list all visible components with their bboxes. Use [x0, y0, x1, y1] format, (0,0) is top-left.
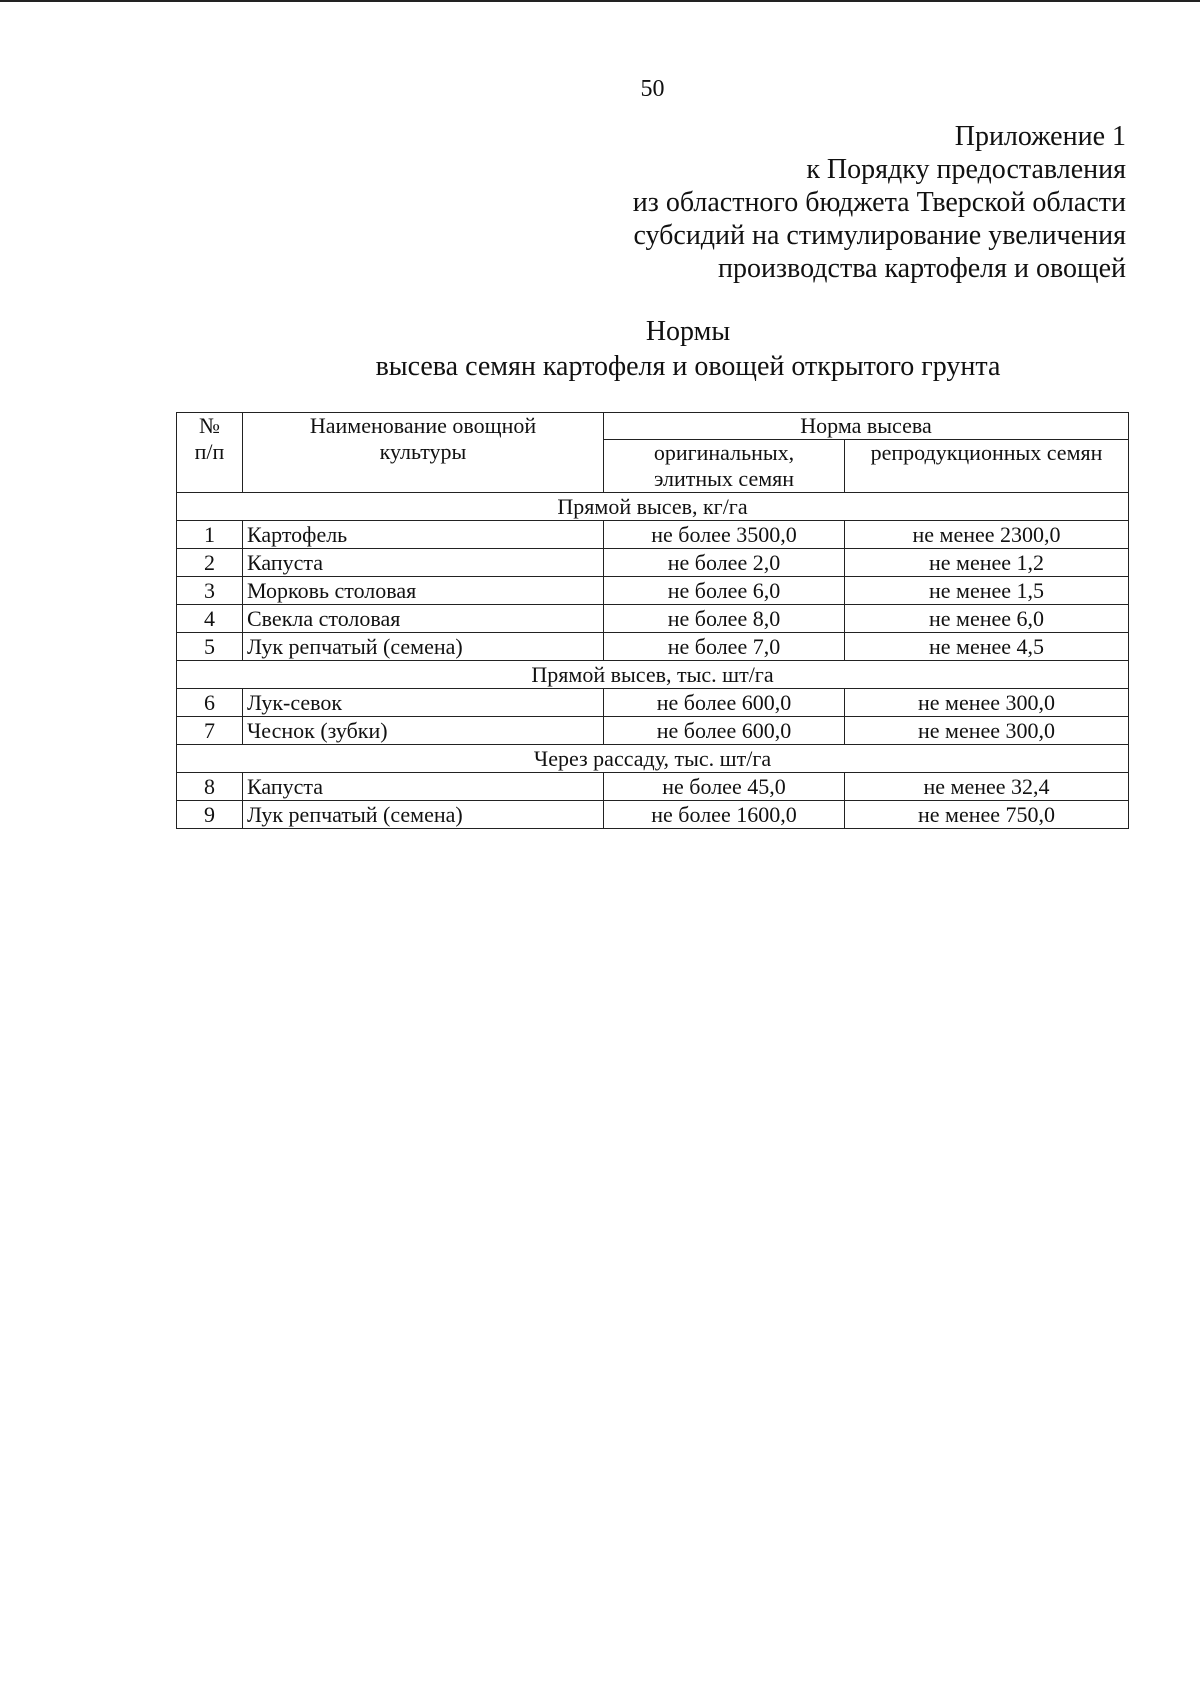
appendix-block [526, 120, 1126, 285]
document-subtitle: высева семян картофеля и овощей открытого грунта [375, 351, 1001, 382]
row-number: 7 [177, 717, 243, 745]
row-reproduction-norm: не менее 300,0 [845, 689, 1129, 717]
row-reproduction-norm: не менее 32,4 [845, 773, 1129, 801]
header-crop-name-line1: Наименование овощной [309, 413, 537, 438]
row-reproduction-norm: не менее 6,0 [845, 605, 1129, 633]
header-original-seeds [604, 440, 845, 493]
header-number-abbr: п/п [194, 439, 225, 464]
row-crop-name: Лук-севок [243, 689, 604, 717]
page-number: 50 [640, 76, 665, 102]
seeding-norms-table [176, 412, 1129, 829]
header-number-symbol: № [199, 413, 220, 438]
scan-top-edge [0, 0, 1200, 2]
table-row [177, 577, 1129, 605]
row-crop-name: Лук репчатый (семена) [243, 801, 604, 829]
appendix-line: производства картофеля и овощей [718, 253, 1126, 284]
row-number: 6 [177, 689, 243, 717]
table-row [177, 689, 1129, 717]
row-original-norm: не более 3500,0 [604, 521, 845, 549]
row-crop-name: Капуста [243, 549, 604, 577]
section-row [177, 493, 1129, 521]
appendix-line: к Порядку предоставления [806, 154, 1126, 185]
header-original-line2: элитных семян [653, 466, 795, 491]
section-title: Прямой высев, тыс. шт/га [177, 661, 1129, 689]
row-reproduction-norm: не менее 4,5 [845, 633, 1129, 661]
appendix-line: из областного бюджета Тверской области [632, 187, 1126, 218]
appendix-line: субсидий на стимулирование увеличения [633, 220, 1126, 251]
document-title: Нормы [645, 316, 731, 347]
row-original-norm: не более 45,0 [604, 773, 845, 801]
header-crop-name [243, 413, 604, 493]
table-row [177, 605, 1129, 633]
row-original-norm: не более 6,0 [604, 577, 845, 605]
row-original-norm: не более 600,0 [604, 717, 845, 745]
table-row [177, 773, 1129, 801]
row-crop-name: Свекла столовая [243, 605, 604, 633]
header-original-line1: оригинальных, [653, 440, 795, 465]
row-crop-name: Картофель [243, 521, 604, 549]
row-number: 8 [177, 773, 243, 801]
row-crop-name: Чеснок (зубки) [243, 717, 604, 745]
table-row [177, 633, 1129, 661]
row-crop-name: Капуста [243, 773, 604, 801]
row-reproduction-norm: не менее 300,0 [845, 717, 1129, 745]
row-reproduction-norm: не менее 2300,0 [845, 521, 1129, 549]
row-original-norm: не более 600,0 [604, 689, 845, 717]
row-reproduction-norm: не менее 1,2 [845, 549, 1129, 577]
table-header-row [177, 413, 1129, 440]
row-reproduction-norm: не менее 750,0 [845, 801, 1129, 829]
row-number: 5 [177, 633, 243, 661]
table-row [177, 717, 1129, 745]
row-number: 9 [177, 801, 243, 829]
row-number: 2 [177, 549, 243, 577]
header-reproduction-seeds: репродукционных семян [845, 440, 1129, 493]
row-reproduction-norm: не менее 1,5 [845, 577, 1129, 605]
header-seeding-norm: Норма высева [604, 413, 1129, 440]
row-original-norm: не более 7,0 [604, 633, 845, 661]
appendix-line: Приложение 1 [954, 121, 1126, 152]
table-row [177, 521, 1129, 549]
row-number: 3 [177, 577, 243, 605]
row-crop-name: Морковь столовая [243, 577, 604, 605]
table-row [177, 801, 1129, 829]
row-crop-name: Лук репчатый (семена) [243, 633, 604, 661]
row-original-norm: не более 2,0 [604, 549, 845, 577]
row-original-norm: не более 1600,0 [604, 801, 845, 829]
header-crop-name-line2: культуры [379, 439, 467, 464]
section-title: Прямой высев, кг/га [177, 493, 1129, 521]
section-row [177, 661, 1129, 689]
header-number [177, 413, 243, 493]
section-title: Через рассаду, тыс. шт/га [177, 745, 1129, 773]
row-number: 1 [177, 521, 243, 549]
row-number: 4 [177, 605, 243, 633]
table-row [177, 549, 1129, 577]
section-row [177, 745, 1129, 773]
row-original-norm: не более 8,0 [604, 605, 845, 633]
